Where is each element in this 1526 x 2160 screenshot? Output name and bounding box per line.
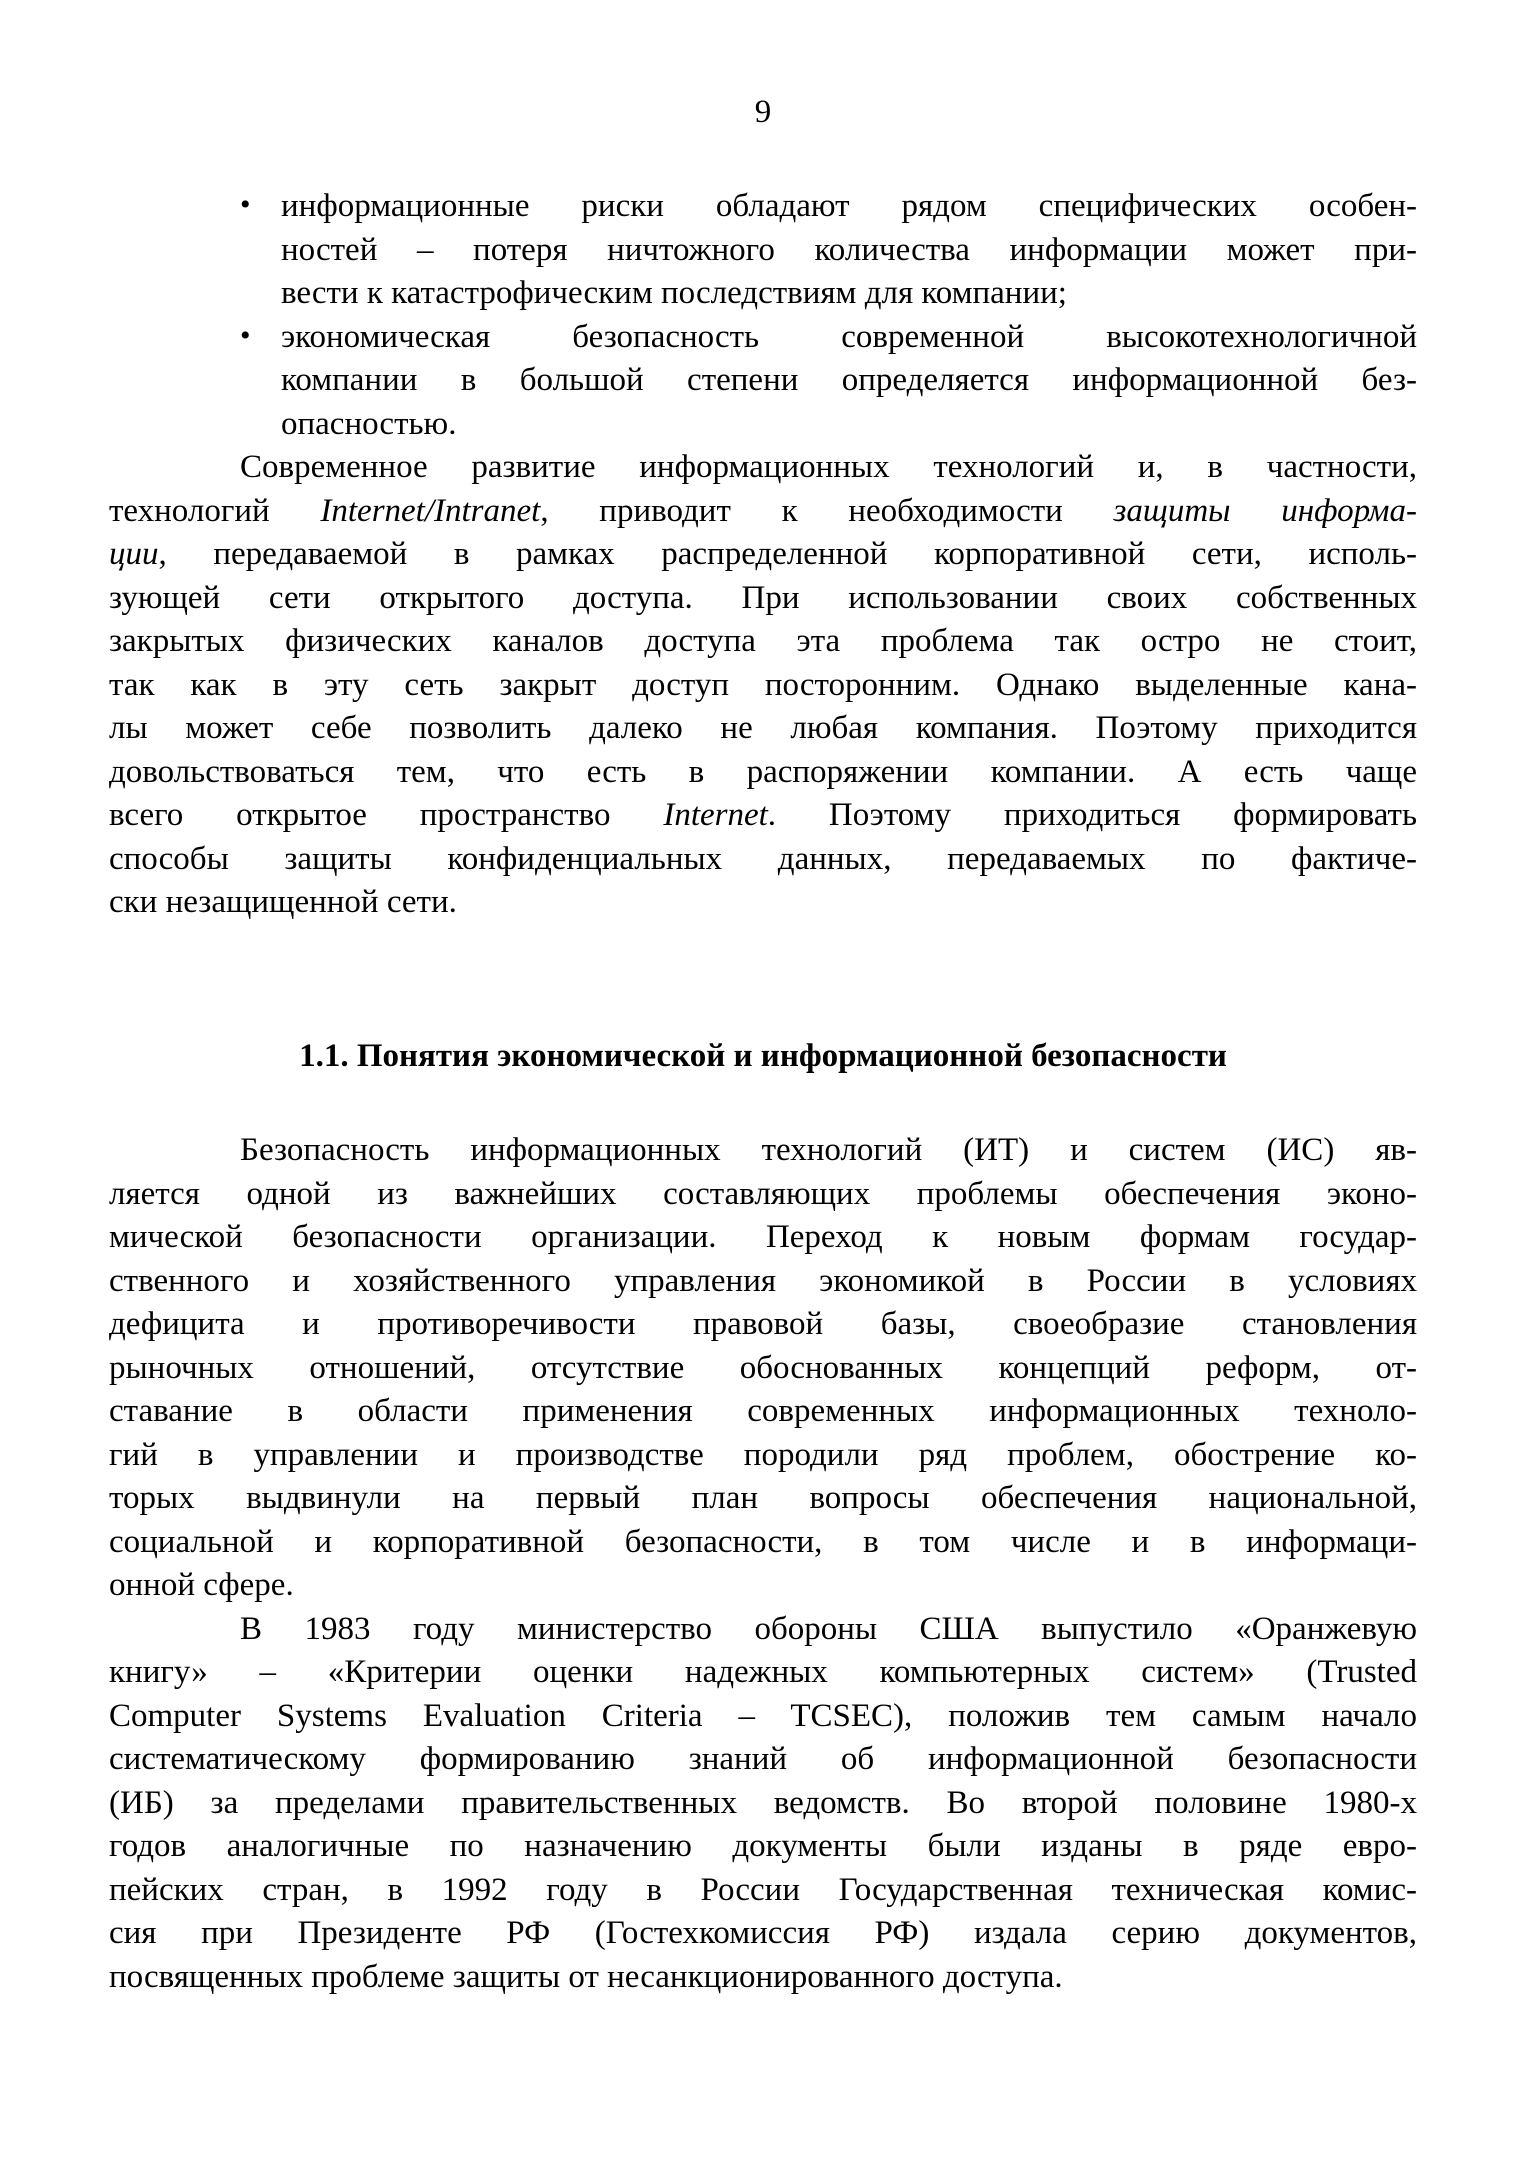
bullet-item [109, 316, 1417, 447]
text-line: ностей – потеря ничтожного количества информации может при- [281, 231, 1417, 268]
text-line: систематическому формированию знаний об информационной безопасности [109, 1741, 1417, 1777]
bullet-icon: • [240, 318, 251, 352]
text-line: ственного и хозяйственного управления экономикой в России в условиях [109, 1262, 1417, 1299]
text-line: мической безопасности организации. Переход к новым формам государ- [109, 1219, 1417, 1255]
text-line: технологий Internet/Intranet, приводит к необходимости защиты информа- [109, 492, 1417, 529]
paragraph [109, 446, 1417, 925]
text-line: экономическая безопасность современной высокотехнологичной [281, 318, 1417, 355]
text-line: вести к катастрофическим последствиям для компании; [281, 275, 1067, 311]
paragraph [109, 1608, 1417, 2000]
text-line: лы может себе позволить далеко не любая компания. Поэтому приходится [109, 710, 1417, 746]
text-line: Безопасность информационных технологий (ИТ) и систем (ИС) яв- [240, 1132, 1417, 1168]
text-line: Современное развитие информационных технологий и, в частности, [240, 449, 1417, 485]
text-line: ски незащищенной сети. [109, 884, 457, 920]
text-line: так как в эту сеть закрыт доступ посторонним. Однако выделенные кана- [109, 666, 1417, 703]
text-line: ляется одной из важнейших составляющих проблемы обеспечения эконо- [109, 1175, 1417, 1212]
bullet-item [109, 185, 1417, 316]
text-line: довольствоваться тем, что есть в распоряжении компании. А есть чаще [109, 753, 1417, 790]
text-line: способы защиты конфиденциальных данных, передаваемых по фактиче- [109, 840, 1417, 877]
text-line: торых выдвинули на первый план вопросы обеспечения национальной, [109, 1480, 1417, 1516]
text-line: ции, передаваемой в рамках распределенной корпоративной сети, исполь- [109, 536, 1417, 572]
text-line: опасностью. [281, 405, 457, 442]
bullet-icon: • [240, 188, 251, 221]
text-line: посвященных проблеме защиты от несанкционированного доступа. [109, 1958, 1063, 1995]
text-line: пейских стран, в 1992 году в России Государственная техническая комис- [109, 1871, 1417, 1908]
paragraph [109, 1129, 1417, 1608]
text-line: ставание в области применения современных информационных техноло- [109, 1393, 1417, 1429]
text-line: закрытых физических каналов доступа эта проблема так остро не стоит, [109, 623, 1417, 659]
text-line: дефицита и противоречивости правовой базы, своеобразие становления [109, 1306, 1417, 1342]
page-number: 9 [754, 94, 772, 130]
text-line: социальной и корпоративной безопасности, в том числе и в информаци- [109, 1523, 1417, 1560]
text-line: компании в большой степени определяется информационной без- [281, 362, 1417, 398]
text-line: онной сфере. [109, 1567, 294, 1603]
bullet-list [109, 185, 1417, 446]
text-line: В 1983 году министерство обороны США выпустило «Оранжевую [240, 1610, 1417, 1647]
text-line: книгу» – «Критерии оценки надежных компьютерных систем» (Trusted [109, 1654, 1417, 1690]
page-content [109, 185, 1417, 1999]
text-line: годов аналогичные по назначению документы были изданы в ряде евро- [109, 1828, 1417, 1864]
section-heading: 1.1. Понятия экономической и информационной безопасности [299, 1037, 1227, 1074]
text-line: Computer Systems Evaluation Criteria – TCSEC), положив тем самым начало [109, 1697, 1417, 1734]
text-line: сия при Президенте РФ (Гостехкомиссия РФ) издала серию документов, [109, 1915, 1417, 1951]
text-line: рыночных отношений, отсутствие обоснованных концепций реформ, от- [109, 1349, 1417, 1386]
text-line: зующей сети открытого доступа. При использовании своих собственных [109, 579, 1417, 616]
text-line: гий в управлении и производстве породили ряд проблем, обострение ко- [109, 1436, 1417, 1473]
text-line: информационные риски обладают рядом специфических особен- [281, 188, 1417, 224]
text-line: (ИБ) за пределами правительственных ведомств. Во второй половине 1980-х [109, 1784, 1417, 1821]
text-line: всего открытое пространство Internet. Поэтому приходиться формировать [109, 797, 1417, 833]
